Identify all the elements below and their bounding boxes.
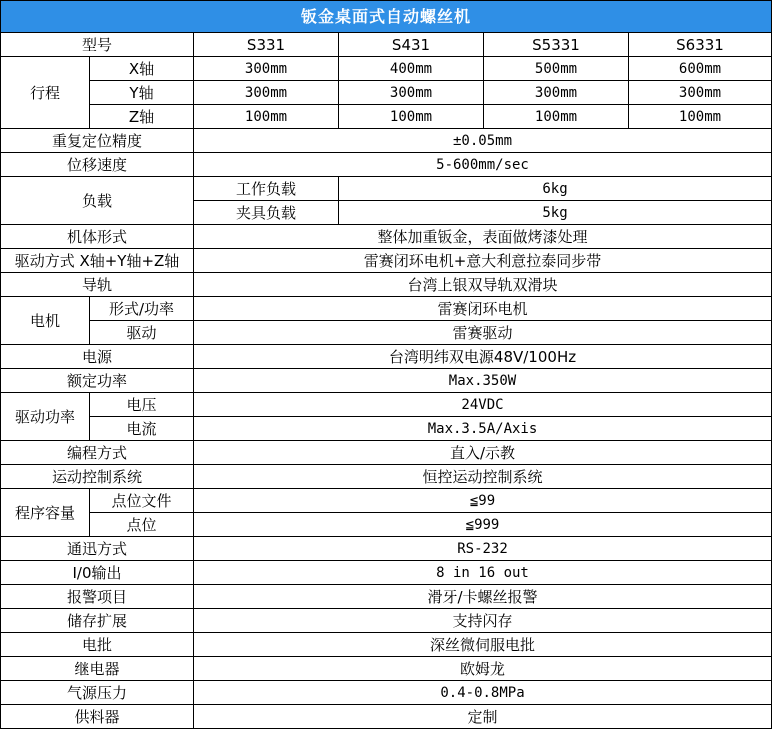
spec-value: 5kg [339, 201, 772, 225]
spec-value: 直入/示教 [194, 441, 772, 465]
spec-label: 电机 [1, 297, 90, 345]
sub-label: 电流 [90, 417, 194, 441]
stroke-row-x [1, 57, 772, 81]
spec-value: 欧姆龙 [194, 657, 772, 681]
storage-row [1, 609, 772, 633]
spec-value: Max.3.5A/Axis [194, 417, 772, 441]
speed-row [1, 153, 772, 177]
spec-label: 导轨 [1, 273, 194, 297]
spec-value: 支持闪存 [194, 609, 772, 633]
spec-value: 雷赛闭环电机 [194, 297, 772, 321]
spec-label: 位移速度 [1, 153, 194, 177]
drive-mode-row [1, 249, 772, 273]
spec-label: 通迅方式 [1, 537, 194, 561]
load-row-work [1, 177, 772, 201]
axis-label: Z轴 [90, 105, 194, 129]
spec-value: 深丝微伺服电批 [194, 633, 772, 657]
spec-value: 整体加重钣金，表面做烤漆处理 [194, 225, 772, 249]
spec-label: 电批 [1, 633, 194, 657]
power-supply-row [1, 345, 772, 369]
model-name: S5331 [484, 33, 629, 57]
relay-row [1, 657, 772, 681]
repeat-accuracy-row [1, 129, 772, 153]
drive-power-row-current [1, 417, 772, 441]
spec-label: 气源压力 [1, 681, 194, 705]
alarm-row [1, 585, 772, 609]
body-form-row [1, 225, 772, 249]
spec-value: ≦999 [194, 513, 772, 537]
model-row [1, 33, 772, 57]
sub-label: 形式/功率 [90, 297, 194, 321]
spec-label: 电源 [1, 345, 194, 369]
spec-label: 报警项目 [1, 585, 194, 609]
spec-label: 驱动方式 X轴+Y轴+Z轴 [1, 249, 194, 273]
model-name: S331 [194, 33, 339, 57]
sub-label: 电压 [90, 393, 194, 417]
stroke-value: 400mm [339, 57, 484, 81]
spec-label: 储存扩展 [1, 609, 194, 633]
stroke-value: 600mm [629, 57, 772, 81]
stroke-value: 500mm [484, 57, 629, 81]
motor-row-form [1, 297, 772, 321]
spec-value: 台湾上银双导轨双滑块 [194, 273, 772, 297]
spec-value: 定制 [194, 705, 772, 729]
stroke-row-z [1, 105, 772, 129]
spec-value: 雷赛驱动 [194, 321, 772, 345]
stroke-value: 100mm [194, 105, 339, 129]
axis-label: X轴 [90, 57, 194, 81]
stroke-value: 100mm [339, 105, 484, 129]
program-capacity-row-files [1, 489, 772, 513]
spec-label: 程序容量 [1, 489, 90, 537]
communication-row [1, 537, 772, 561]
spec-value: 滑牙/卡螺丝报警 [194, 585, 772, 609]
spec-value: 台湾明纬双电源48V/100Hz [194, 345, 772, 369]
program-capacity-row-points [1, 513, 772, 537]
axis-label: Y轴 [90, 81, 194, 105]
spec-label: 编程方式 [1, 441, 194, 465]
model-name: S6331 [629, 33, 772, 57]
spec-label: 供料器 [1, 705, 194, 729]
sub-label: 夹具负载 [194, 201, 339, 225]
stroke-value: 100mm [484, 105, 629, 129]
title-row [1, 1, 772, 33]
spec-value: ≦99 [194, 489, 772, 513]
model-name: S431 [339, 33, 484, 57]
drive-power-row-voltage [1, 393, 772, 417]
sub-label: 点位 [90, 513, 194, 537]
io-row [1, 561, 772, 585]
stroke-value: 300mm [629, 81, 772, 105]
stroke-row-y [1, 81, 772, 105]
feeder-row [1, 705, 772, 729]
spec-label: 驱动功率 [1, 393, 90, 441]
spec-value: 24VDC [194, 393, 772, 417]
spec-value: Max.350W [194, 369, 772, 393]
stroke-value: 300mm [194, 81, 339, 105]
spec-label: 重复定位精度 [1, 129, 194, 153]
motor-row-drive [1, 321, 772, 345]
spec-label: 机体形式 [1, 225, 194, 249]
spec-label: 继电器 [1, 657, 194, 681]
sub-label: 驱动 [90, 321, 194, 345]
spec-label: 运动控制系统 [1, 465, 194, 489]
programming-row [1, 441, 772, 465]
spec-value: 6kg [339, 177, 772, 201]
stroke-value: 300mm [484, 81, 629, 105]
spec-value: 8 in 16 out [194, 561, 772, 585]
spec-value: 5-600mm/sec [194, 153, 772, 177]
rated-power-row [1, 369, 772, 393]
screwdriver-row [1, 633, 772, 657]
stroke-value: 300mm [194, 57, 339, 81]
spec-value: 恒控运动控制系统 [194, 465, 772, 489]
spec-value: ±0.05mm [194, 129, 772, 153]
motion-control-row [1, 465, 772, 489]
spec-value: 雷赛闭环电机+意大利意拉泰同步带 [194, 249, 772, 273]
spec-value: RS-232 [194, 537, 772, 561]
spec-label: 额定功率 [1, 369, 194, 393]
spec-label: I/0输出 [1, 561, 194, 585]
stroke-value: 300mm [339, 81, 484, 105]
spec-label: 负载 [1, 177, 194, 225]
spec-value: 0.4-0.8MPa [194, 681, 772, 705]
table-title: 钣金桌面式自动螺丝机 [1, 1, 772, 33]
stroke-value: 100mm [629, 105, 772, 129]
air-pressure-row [1, 681, 772, 705]
sub-label: 点位文件 [90, 489, 194, 513]
model-label: 型号 [1, 33, 194, 57]
stroke-label: 行程 [1, 57, 90, 129]
guide-row [1, 273, 772, 297]
sub-label: 工作负载 [194, 177, 339, 201]
